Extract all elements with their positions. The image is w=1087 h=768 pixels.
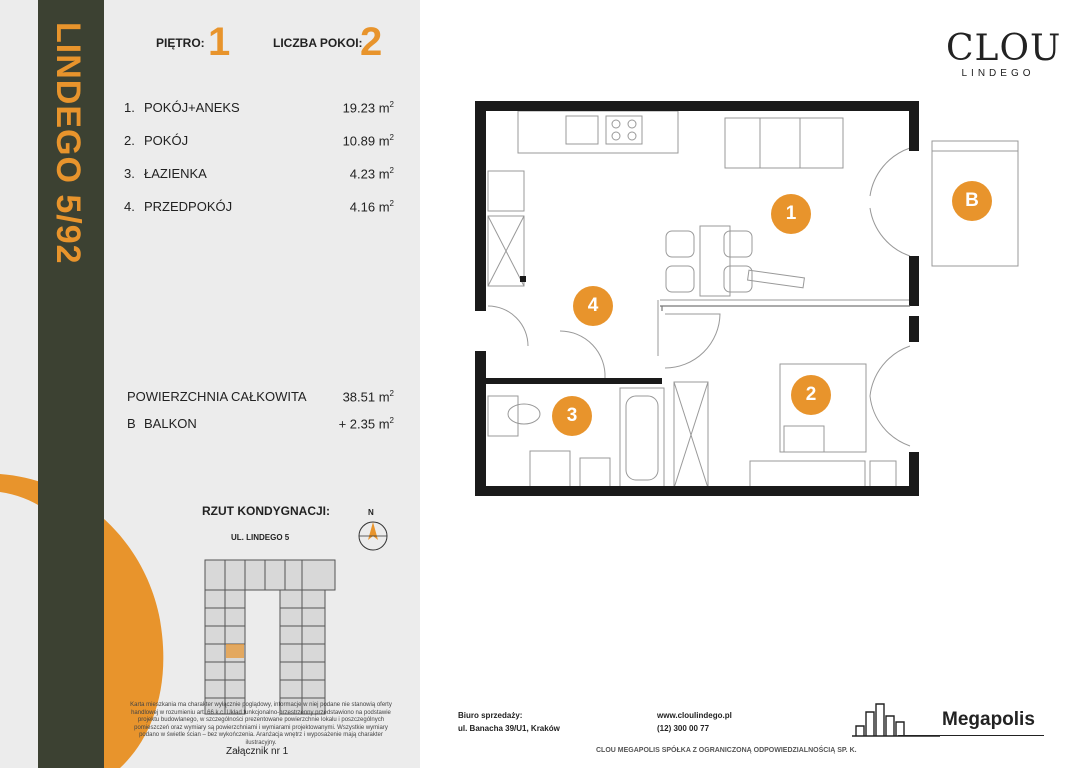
room-area: 10.89 $m^2$ xyxy=(342,133,394,149)
megapolis-skyline-icon xyxy=(852,700,940,740)
rooms-count-label: LICZBA POKOI: xyxy=(273,36,363,50)
phone-number: (12) 300 00 77 xyxy=(657,724,710,733)
office-label: Biuro sprzedaży: xyxy=(458,711,523,720)
north-compass xyxy=(357,508,389,552)
rooms-count-value: 2 xyxy=(360,20,383,64)
apartment-floor-plan xyxy=(470,96,1030,506)
info-panel xyxy=(0,0,420,768)
room-num: 4. xyxy=(124,199,135,214)
company-name: CLOU MEGAPOLIS SPÓŁKA Z OGRANICZONĄ ODPOWIEDZIALNOŚCIĄ SP. K. xyxy=(596,747,857,754)
room-badge-4: 4 xyxy=(573,286,613,326)
attachment-label: Załącznik nr 1 xyxy=(226,746,289,757)
room-num: 3. xyxy=(124,166,135,181)
vertical-title: LINDEGO 5/92 xyxy=(49,22,87,265)
room-area: 19.23 $m^2$ xyxy=(342,100,394,116)
room-badge-3: 3 xyxy=(552,396,592,436)
room-name: POKÓJ+ANEKS xyxy=(144,100,240,115)
storey-plan-street: UL. LINDEGO 5 xyxy=(231,533,290,542)
total-area: 38.51 $m^2$ xyxy=(342,389,394,405)
floor-value: 1 xyxy=(208,20,231,64)
room-name: ŁAZIENKA xyxy=(144,166,207,181)
brand-logo xyxy=(946,28,1062,79)
north-letter: N xyxy=(368,508,374,517)
storey-plan-diagram xyxy=(200,556,340,718)
room-badge-balcony: B xyxy=(952,181,992,221)
developer-underline xyxy=(898,735,1044,736)
room-name: POKÓJ xyxy=(144,133,189,148)
unit-highlight xyxy=(226,644,244,658)
balcony-label: BALKON xyxy=(144,416,197,431)
room-badge-1: 1 xyxy=(771,194,811,234)
office-address: ul. Banacha 39/U1, Kraków xyxy=(458,724,560,733)
room-num: 1. xyxy=(124,100,135,115)
floor-label: PIĘTRO: xyxy=(156,36,205,50)
brand-sub: LINDEGO xyxy=(961,68,1035,79)
room-num: 2. xyxy=(124,133,135,148)
developer-name: Megapolis xyxy=(942,709,1035,730)
brand-name: CLOU xyxy=(946,28,1062,69)
room-area: 4.23 $m^2$ xyxy=(349,166,394,182)
storey-plan-title: RZUT KONDYGNACJI: xyxy=(202,504,330,518)
room-badge-2: 2 xyxy=(791,375,831,415)
balcony-area: + 2.35 $m^2$ xyxy=(338,416,394,432)
balcony-code: B xyxy=(127,416,136,431)
room-area: 4.16 $m^2$ xyxy=(349,199,394,215)
total-label: POWIERZCHNIA CAŁKOWITA xyxy=(127,389,307,404)
room-name: PRZEDPOKÓJ xyxy=(144,199,233,214)
website-link[interactable]: www.cloulindego.pl xyxy=(657,711,732,720)
disclaimer-text: Karta mieszkania ma charakter wyłącznie poglądowy, informacje w niej podane nie stanowią oferty handlowej w rozumieniu art. 66 k.c. Układ funkcjonalno-przestrzenny przedstawiono na podstawie projektu budowlanego, w szczególności prezentowane powierzchnie lokalu i poszczególnych pomieszczeń oraz wymiary są powierzchniami i wymiarami projektowanymi. Wszystkie wymiary podano w świetle ścian – bez wykończenia. Aranżacja wnętrz i wyposażenie mają charakter ilustracyjny. xyxy=(130,702,392,746)
